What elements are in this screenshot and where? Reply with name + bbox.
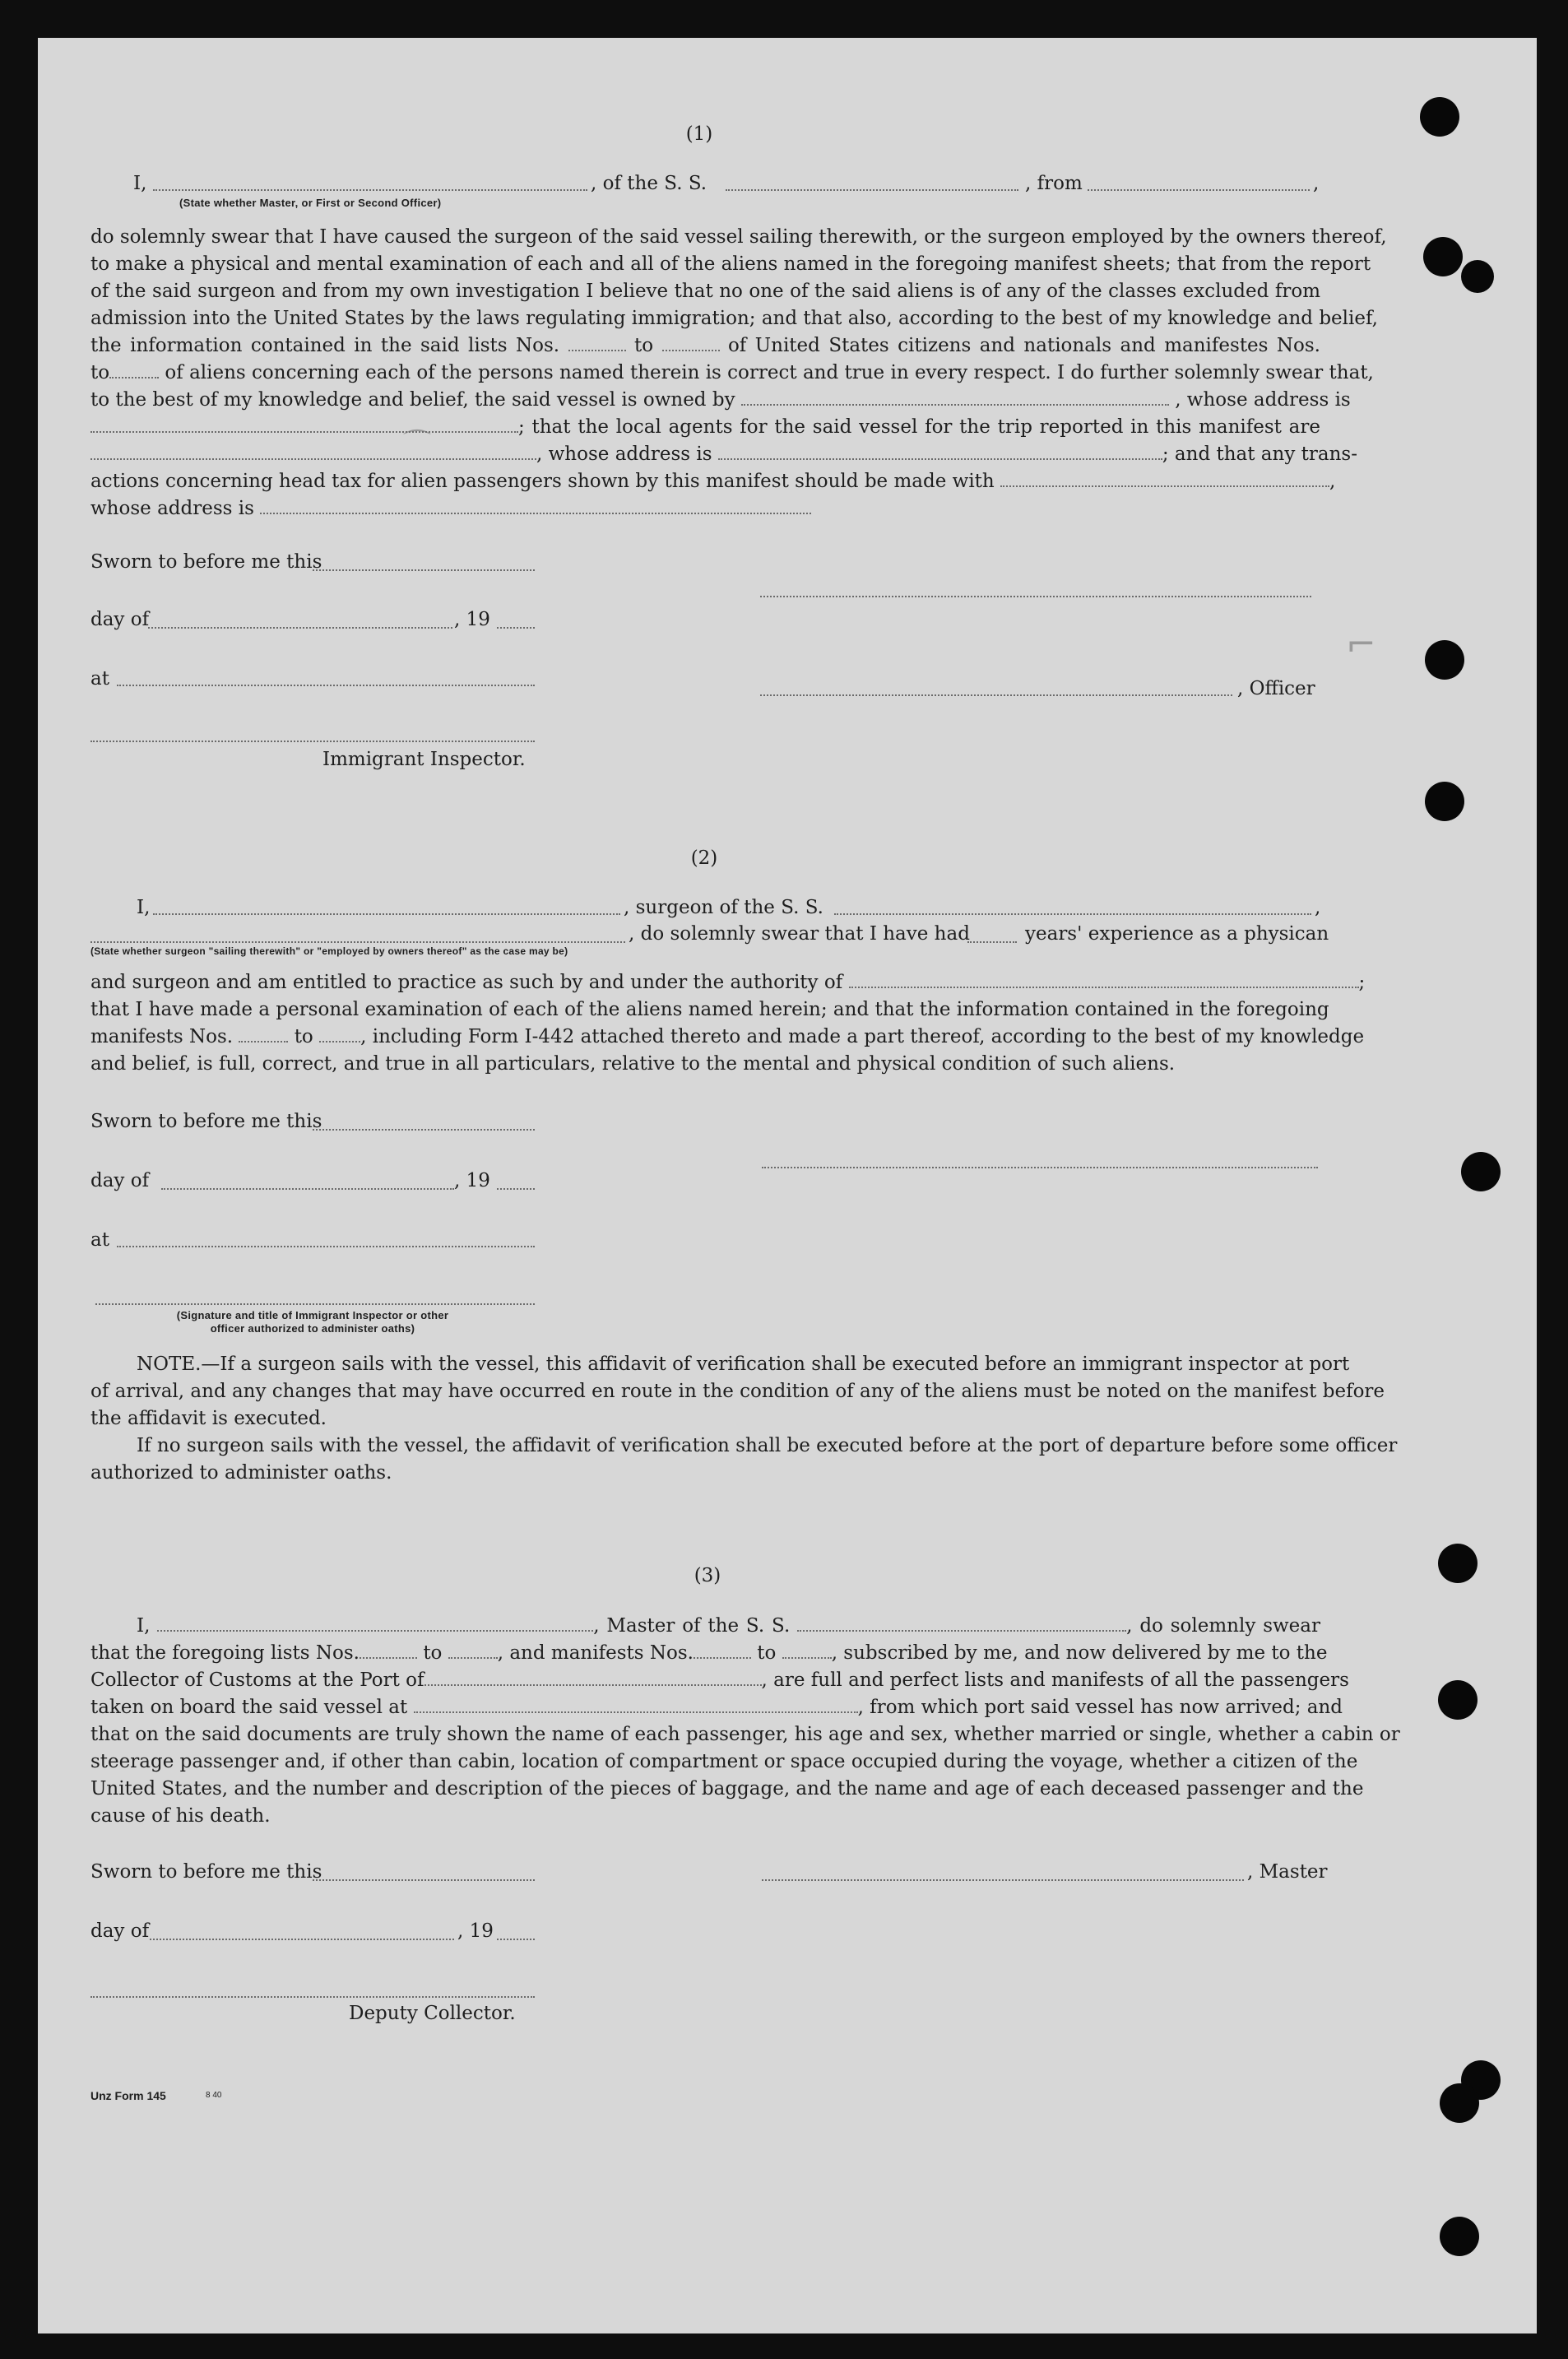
pencil-mark: ⌐	[1346, 624, 1376, 666]
text-line: I, , Master of the S. S. , do solemnly swear	[137, 1615, 1321, 1637]
embark-port-field[interactable]	[414, 1700, 858, 1713]
officer-label: , Officer	[1237, 678, 1315, 699]
list-no-field[interactable]	[662, 338, 720, 351]
state-note: (State whether Master, or First or Second Officer)	[179, 197, 442, 209]
text-line: admission into the United States by the laws regulating immigration; and that also, according to the best of my knowledge and belief,	[90, 308, 1378, 329]
year-field[interactable]	[497, 627, 535, 629]
text-line: taken on board the said vessel at , from which port said vessel has now arrived; and	[90, 1697, 1343, 1718]
surgeon-name-field[interactable]	[153, 913, 620, 915]
binder-hole	[1425, 782, 1464, 821]
owner-field[interactable]	[741, 392, 1169, 406]
deputy-label: Deputy Collector.	[349, 2003, 516, 2024]
master-name-field[interactable]	[157, 1618, 593, 1632]
agents-field[interactable]	[90, 447, 536, 460]
collector-signature-field[interactable]	[90, 1996, 535, 1998]
text-line: manifests Nos. to , including Form I-442 attached thereto and made a part thereof, according to the best of my knowledge	[90, 1026, 1365, 1047]
day-of-label: day of	[90, 1920, 150, 1942]
head-tax-field[interactable]	[1000, 474, 1329, 487]
day-of-label: day of	[90, 1170, 150, 1191]
sworn-date-field[interactable]	[313, 1129, 535, 1131]
surgeon-status-field[interactable]	[90, 941, 625, 943]
binder-hole	[1438, 1680, 1478, 1720]
signature-field[interactable]	[760, 596, 1311, 597]
pencil-mark: ⌒	[403, 428, 431, 461]
form-code: 8 40	[206, 2091, 222, 2100]
text-line: NOTE.—If a surgeon sails with the vessel, this affidavit of verification shall be executed before an immigrant inspector at port	[137, 1354, 1350, 1375]
text-line: to make a physical and mental examination of each and all of the aliens named in the foregoing manifest sheets; that from the report	[90, 253, 1371, 275]
state-note: (State whether surgeon "sailing therewith" or "employed by owners thereof" as the case may be)	[90, 945, 568, 957]
vessel-name-field[interactable]	[834, 913, 1311, 915]
text-line: and belief, is full, correct, and true in all particulars, relative to the mental and physical condition of such aliens.	[90, 1053, 1176, 1075]
section-number: (2)	[690, 847, 718, 869]
manifest-no-field[interactable]	[239, 1029, 288, 1043]
label: , from	[1025, 173, 1083, 194]
sworn-date-field[interactable]	[313, 569, 535, 571]
section1-body	[90, 224, 1387, 522]
text-line: If no surgeon sails with the vessel, the affidavit of verification shall be executed before at the port of departure before some officer	[137, 1435, 1398, 1456]
port-field[interactable]	[424, 1673, 762, 1686]
label: ,	[1313, 173, 1320, 194]
section3-body	[90, 1613, 1400, 1830]
text-line: whose address is	[90, 495, 1320, 522]
list-no-field[interactable]	[448, 1646, 498, 1659]
master-signature-field[interactable]	[762, 1879, 1244, 1881]
year-field[interactable]	[497, 1188, 535, 1190]
section-number: (3)	[694, 1565, 721, 1586]
authority-field[interactable]	[849, 975, 1359, 988]
sworn-label: Sworn to before me this	[90, 1861, 322, 1883]
year-field[interactable]	[497, 1939, 535, 1940]
text-line: cause of his death.	[90, 1805, 271, 1827]
text-line: to of aliens concerning each of the persons named therein is correct and true in every respect. I do further solemnly swear that,	[90, 362, 1374, 383]
owner-address-field[interactable]	[90, 420, 518, 433]
binder-hole	[1425, 640, 1464, 680]
text-line: that the foregoing lists Nos. to , and manifests Nos. to , subscribed by me, and now delivered by me to the	[90, 1642, 1328, 1664]
text-line: that I have made a personal examination of each of the aliens named herein; and that the information contained in the foregoing	[90, 999, 1329, 1020]
at-field[interactable]	[117, 685, 535, 686]
day-of-field[interactable]	[148, 627, 452, 629]
inspector-label: Immigrant Inspector.	[322, 749, 526, 770]
binder-hole	[1440, 2217, 1479, 2256]
sworn-date-field[interactable]	[313, 1879, 535, 1881]
at-field[interactable]	[117, 1246, 535, 1247]
officer-name-field[interactable]	[153, 189, 587, 191]
list-no-field[interactable]	[360, 1646, 417, 1659]
text-line: do solemnly swear that I have caused the surgeon of the said vessel sailing therewith, or the surgeon employed by the owners thereof,	[90, 226, 1387, 248]
binder-hole	[1423, 237, 1463, 276]
inspector-signature-field[interactable]	[95, 1303, 535, 1305]
label: ,	[1315, 897, 1321, 918]
text-line: of the said surgeon and from my own investigation I believe that no one of the said aliens is of any of the classes excluded from	[90, 281, 1320, 302]
list-no-field[interactable]	[568, 338, 626, 351]
text-line: ; that the local agents for the said vessel for the trip reported in this manifest are	[90, 414, 1320, 441]
binder-hole	[1461, 1152, 1501, 1191]
section-number: (1)	[685, 123, 713, 145]
label: , surgeon of the S. S.	[624, 897, 823, 918]
label: I,	[133, 173, 147, 194]
text-line: United States, and the number and description of the pieces of baggage, and the name and age of each deceased passenger and the	[90, 1778, 1364, 1799]
years-experience-field[interactable]	[967, 941, 1017, 943]
text-line: authorized to administer oaths.	[90, 1462, 392, 1484]
signature-field[interactable]	[762, 1167, 1318, 1168]
text-line: the information contained in the said lists Nos. to of United States citizens and nationals and manifestes Nos.	[90, 335, 1320, 356]
binder-hole	[1438, 1544, 1478, 1583]
label: , do solemnly swear that I have had	[629, 923, 970, 945]
day-of-field[interactable]	[150, 1939, 454, 1940]
inspector-signature-field[interactable]	[90, 741, 535, 742]
vessel-name-field[interactable]	[797, 1618, 1126, 1632]
year-label: , 19	[457, 1920, 494, 1942]
manifest-no-field[interactable]	[694, 1646, 751, 1659]
note-body	[90, 1351, 1398, 1487]
label: years' experience as a physican	[1025, 923, 1329, 945]
signature-note: officer authorized to administer oaths)	[210, 1322, 415, 1335]
at-label: at	[90, 668, 109, 690]
form-id: Unz Form 145	[90, 2089, 166, 2102]
manifest-no-field[interactable]	[782, 1646, 832, 1659]
text-line: Collector of Customs at the Port of , are full and perfect lists and manifests of all the passengers	[90, 1669, 1349, 1691]
departure-port-field[interactable]	[1088, 189, 1310, 191]
officer-signature-field[interactable]	[760, 694, 1232, 696]
master-label: , Master	[1247, 1861, 1328, 1883]
manifest-no-field[interactable]	[319, 1029, 360, 1043]
year-label: , 19	[454, 609, 490, 630]
binder-hole	[1440, 2083, 1479, 2123]
day-of-field[interactable]	[161, 1188, 454, 1190]
text-line: of arrival, and any changes that may have occurred en route in the condition of any of the aliens must be noted on the manifest before	[90, 1381, 1385, 1402]
section2-body	[90, 969, 1366, 1078]
text-line: , whose address is ; and that any trans-	[90, 441, 1320, 468]
day-of-label: day of	[90, 609, 150, 630]
agents-address-field[interactable]	[718, 447, 1162, 460]
text-line: to the best of my knowledge and belief, the said vessel is owned by , whose address is	[90, 389, 1351, 411]
text-line: that on the said documents are truly shown the name of each passenger, his age and sex, whether married or single, whether a cabin or	[90, 1724, 1400, 1745]
manifest-no-field[interactable]	[109, 365, 159, 378]
text-line: steerage passenger and, if other than cabin, location of compartment or space occupied during the voyage, whether a citizen of the	[90, 1751, 1358, 1772]
sworn-label: Sworn to before me this	[90, 551, 322, 573]
binder-hole	[1461, 260, 1494, 293]
head-tax-address-field[interactable]	[260, 501, 811, 514]
label: , of the S. S.	[591, 173, 707, 194]
text-line: and surgeon and am entitled to practice as such by and under the authority of ;	[90, 972, 1366, 993]
text-line: the affidavit is executed.	[90, 1408, 327, 1429]
text-line: actions concerning head tax for alien passengers shown by this manifest should be made with ,	[90, 471, 1336, 492]
sworn-label: Sworn to before me this	[90, 1111, 322, 1132]
year-label: , 19	[454, 1170, 490, 1191]
label: I,	[137, 897, 151, 918]
vessel-name-field[interactable]	[726, 189, 1018, 191]
at-label: at	[90, 1229, 109, 1251]
signature-note: (Signature and title of Immigrant Inspector or other	[176, 1309, 449, 1321]
binder-hole	[1420, 97, 1459, 137]
